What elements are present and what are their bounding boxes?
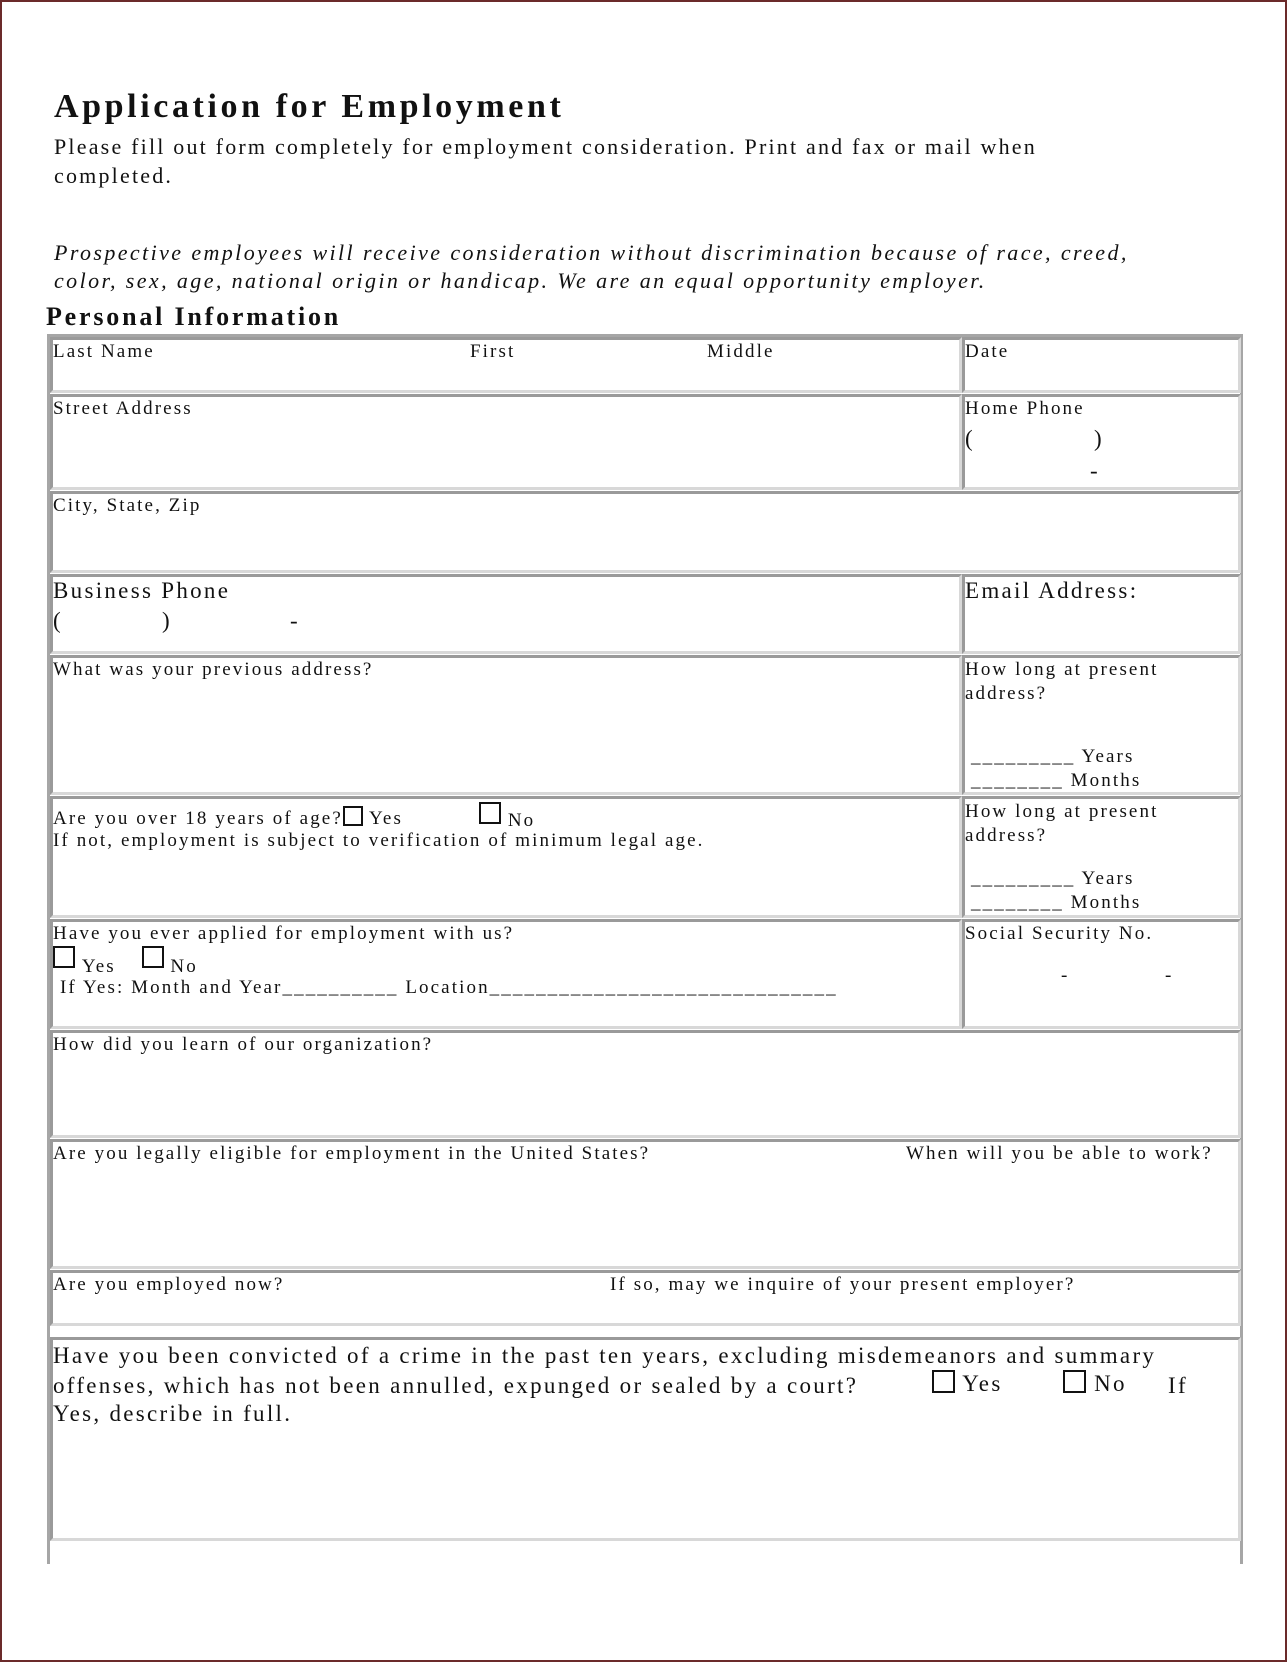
last-name-label: Last Name [53, 341, 155, 362]
section-title: Personal Information [46, 302, 342, 331]
home-phone-dash: - [1090, 458, 1100, 483]
intro-text [54, 132, 1194, 190]
convicted-yes-checkbox[interactable] [932, 1370, 955, 1393]
eeo-line-1: Prospective employees will receive consideration without discrimination because of race, creed, [54, 240, 1129, 265]
months-field-2: ________ Months [971, 892, 1142, 913]
over-18-no-option [479, 802, 535, 832]
eeo-statement [54, 239, 1254, 295]
applied-if-yes-line[interactable]: If Yes: Month and Year__________ Location______________________________ [60, 977, 838, 998]
home-phone-close-paren: ) [1094, 426, 1104, 451]
city-state-zip-cell[interactable] [50, 491, 1241, 573]
convicted-line-3: Yes, describe in full. [53, 1401, 293, 1426]
eeo-line-2: color, sex, age, national origin or handicap. We are an equal opportunity employer. [54, 268, 987, 293]
ssn-label: Social Security No. [965, 923, 1154, 944]
application-page [2, 2, 1285, 1660]
previous-address-label: What was your previous address? [53, 659, 374, 680]
applied-no-label: No [170, 956, 198, 977]
convicted-line-2 [53, 1373, 858, 1399]
over-18-question: Are you over 18 years of age? [53, 808, 343, 829]
over-18-note: If not, employment is subject to verification of minimum legal age. [53, 830, 705, 851]
convicted-yes-option [932, 1370, 1003, 1397]
over-18-no-checkbox[interactable] [479, 802, 501, 824]
intro-line-2: completed. [54, 163, 174, 188]
years-field-1: _________ Years [971, 746, 1135, 767]
inquire-employer-label: If so, may we inquire of your present employer? [610, 1274, 1076, 1295]
date-label: Date [965, 341, 1010, 362]
convicted-yes-label: Yes [962, 1371, 1003, 1396]
how-long-label-1-line1: How long at present [965, 659, 1159, 680]
convicted-no-checkbox[interactable] [1063, 1370, 1086, 1393]
business-phone-open-paren: ( [53, 608, 63, 633]
years-field-2: _________ Years [971, 868, 1135, 889]
over-18-no-label: No [507, 810, 536, 831]
applied-yes-label: Yes [81, 956, 116, 977]
applied-before-label: Have you ever applied for employment with us? [53, 923, 515, 944]
learn-of-org-label: How did you learn of our organization? [53, 1034, 434, 1055]
convicted-question: offenses, which has not been annulled, expunged or sealed by a court? [53, 1373, 859, 1398]
applied-no-checkbox[interactable] [142, 946, 164, 968]
page-title: Application for Employment [54, 88, 565, 125]
how-long-label-1-line2: address? [965, 683, 1048, 704]
applied-before-options [53, 946, 198, 978]
middle-name-label: Middle [707, 341, 775, 362]
first-name-label: First [470, 341, 516, 362]
ssn-dash-2: - [1165, 965, 1174, 986]
convicted-if-label: If [1168, 1373, 1188, 1398]
city-state-zip-label: City, State, Zip [53, 495, 202, 516]
how-long-label-2-line1: How long at present [965, 801, 1159, 822]
convicted-line-1: Have you been convicted of a crime in the past ten years, excluding misdemeanors and summary [53, 1343, 1157, 1368]
intro-line-1: Please fill out form completely for employment consideration. Print and fax or mail when [54, 134, 1037, 159]
legally-eligible-label: Are you legally eligible for employment in the United States? [53, 1143, 651, 1164]
employed-now-label: Are you employed now? [53, 1274, 285, 1295]
when-work-label: When will you be able to work? [906, 1143, 1213, 1164]
home-phone-open-paren: ( [965, 426, 975, 451]
over-18-label [53, 806, 403, 830]
how-long-label-2-line2: address? [965, 825, 1048, 846]
applied-yes-checkbox[interactable] [53, 946, 75, 968]
business-phone-dash: - [290, 608, 300, 633]
months-field-1: ________ Months [971, 770, 1142, 791]
ssn-dash-1: - [1061, 965, 1070, 986]
convicted-no-option [1063, 1370, 1127, 1397]
street-address-label: Street Address [53, 398, 193, 419]
over-18-yes-label: Yes [369, 808, 403, 829]
over-18-yes-checkbox[interactable] [343, 806, 363, 826]
email-label: Email Address: [965, 578, 1139, 603]
business-phone-label: Business Phone [53, 578, 231, 603]
home-phone-label: Home Phone [965, 398, 1085, 419]
convicted-no-label: No [1094, 1371, 1127, 1396]
business-phone-close-paren: ) [162, 608, 172, 633]
